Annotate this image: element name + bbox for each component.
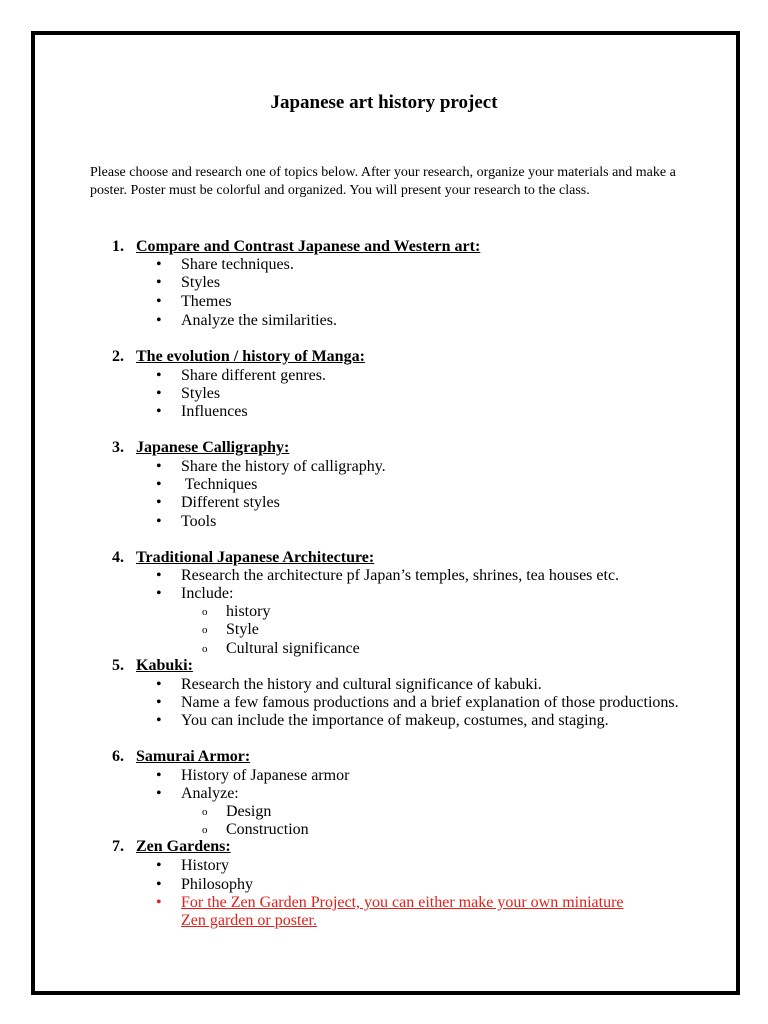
circle-bullet-icon: o bbox=[202, 806, 208, 818]
section-title: The evolution / history of Manga: bbox=[136, 348, 365, 365]
section-title: Compare and Contrast Japanese and Western art: bbox=[136, 238, 481, 255]
circle-bullet-icon: o bbox=[202, 606, 208, 618]
bullet-icon: • bbox=[156, 458, 162, 475]
bullet-icon: • bbox=[156, 274, 162, 291]
section-number: 3. bbox=[112, 439, 124, 456]
circle-bullet-icon: o bbox=[202, 824, 208, 836]
bullet-icon: • bbox=[156, 494, 162, 511]
bullet-icon: • bbox=[156, 767, 162, 784]
section-title: Traditional Japanese Architecture: bbox=[136, 549, 375, 566]
bullet-icon: • bbox=[156, 293, 162, 310]
bullet-icon: • bbox=[156, 385, 162, 402]
circle-bullet-icon: o bbox=[202, 624, 208, 636]
bullet-icon: • bbox=[156, 256, 162, 273]
section-number: 2. bbox=[112, 348, 124, 365]
bullet-icon: • bbox=[156, 876, 162, 893]
bullet-icon: • bbox=[156, 694, 162, 711]
bullet-icon: • bbox=[156, 513, 162, 530]
section-number: 5. bbox=[112, 657, 124, 674]
bullet-icon: • bbox=[156, 676, 162, 693]
bullet-icon: • bbox=[156, 403, 162, 420]
section-title: Japanese Calligraphy: bbox=[136, 439, 290, 456]
bullet-icon: • bbox=[156, 567, 162, 584]
section-title: Zen Gardens: bbox=[136, 838, 231, 855]
bullet-icon: • bbox=[156, 476, 162, 493]
section-title: Kabuki: bbox=[136, 657, 193, 674]
section-number: 7. bbox=[112, 838, 124, 855]
bullet-icon: • bbox=[156, 585, 162, 602]
bullet-icon: • bbox=[156, 785, 162, 802]
intro-paragraph: Please choose and research one of topics below. After your research, organize your materials and make a poster. Poster must be colorful and organized. You will present your research to the class. bbox=[90, 165, 676, 198]
bullet-icon: • bbox=[156, 712, 162, 729]
bullet-icon: • bbox=[156, 857, 162, 874]
circle-bullet-icon: o bbox=[202, 643, 208, 655]
bullet-icon: • bbox=[156, 312, 162, 329]
bullet-icon: • bbox=[156, 894, 162, 911]
section-title: Samurai Armor: bbox=[136, 748, 251, 765]
section-number: 6. bbox=[112, 748, 124, 765]
section-number: 1. bbox=[112, 238, 124, 255]
section-number: 4. bbox=[112, 549, 124, 566]
page-title: Japanese art history project bbox=[270, 92, 498, 113]
bullet-icon: • bbox=[156, 367, 162, 384]
